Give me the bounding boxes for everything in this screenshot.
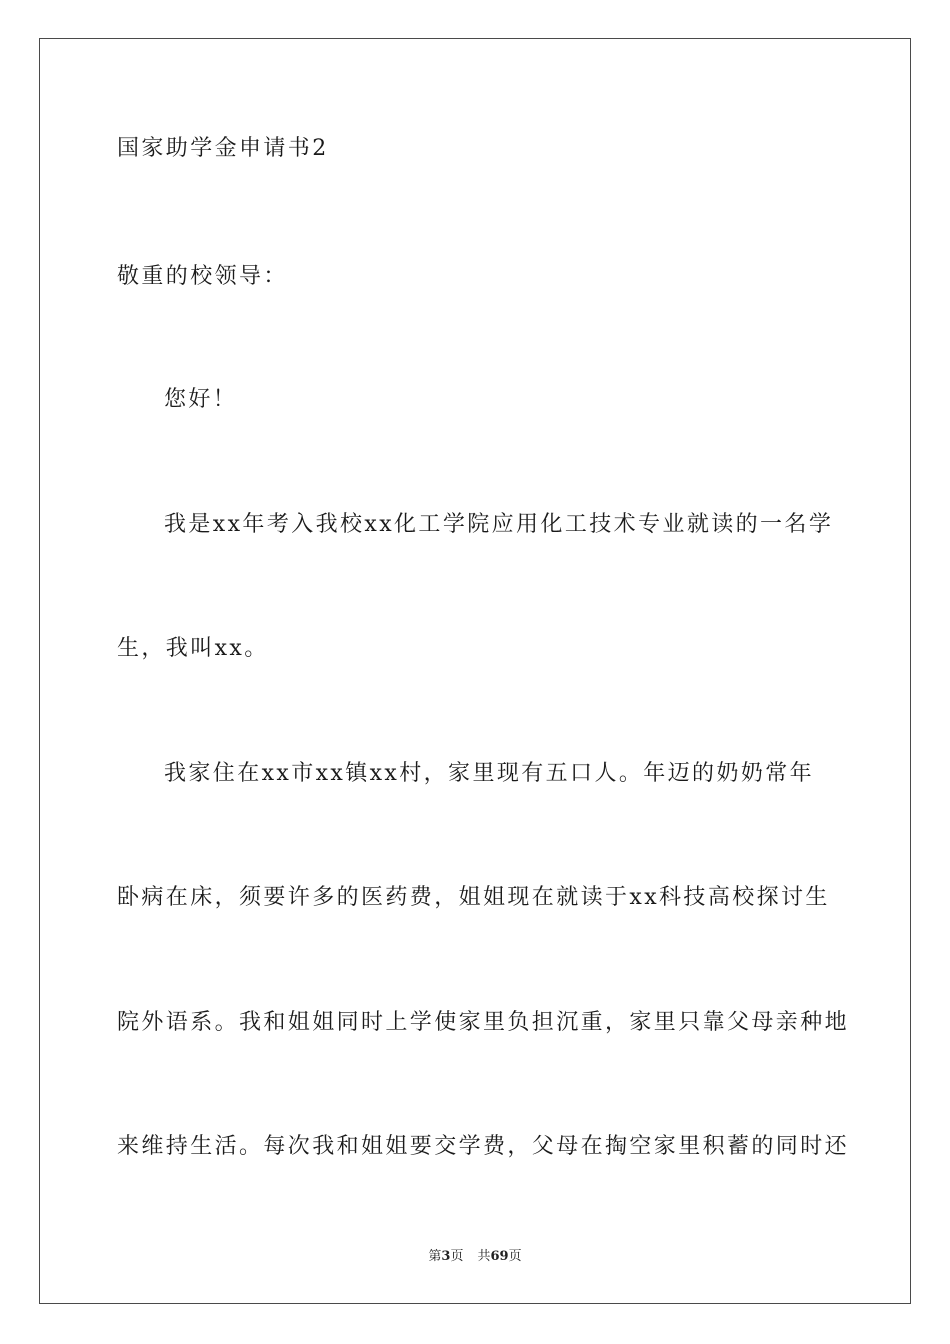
total-prefix: 共 <box>477 1249 491 1264</box>
body-line-1: 我是xx年考入我校xx化工学院应用化工技术专业就读的一名学 <box>164 512 834 537</box>
salutation: 敬重的校领导： <box>117 264 288 289</box>
document-title: 国家助学金申请书2 <box>117 136 329 161</box>
total-pages: 69 <box>490 1249 509 1264</box>
body-line-5: 院外语系。我和姐姐同时上学使家里负担沉重，家里只靠父母亲种地 <box>117 1010 850 1035</box>
page-number: 3 <box>441 1249 451 1264</box>
body-line-3: 我家住在xx市xx镇xx村，家里现有五口人。年迈的奶奶常年 <box>164 761 815 786</box>
page-prefix: 第 <box>428 1249 442 1264</box>
body-line-2: 生，我叫xx。 <box>117 636 269 661</box>
greeting: 您好！ <box>164 387 238 412</box>
page-suffix: 页 <box>450 1249 464 1264</box>
page-border <box>39 38 911 1304</box>
body-line-4: 卧病在床，须要许多的医药费，姐姐现在就读于xx科技高校探讨生 <box>117 885 830 910</box>
page-footer <box>0 1248 950 1266</box>
body-line-6: 来维持生活。每次我和姐姐要交学费，父母在掏空家里积蓄的同时还 <box>117 1134 850 1159</box>
total-suffix: 页 <box>508 1249 522 1264</box>
